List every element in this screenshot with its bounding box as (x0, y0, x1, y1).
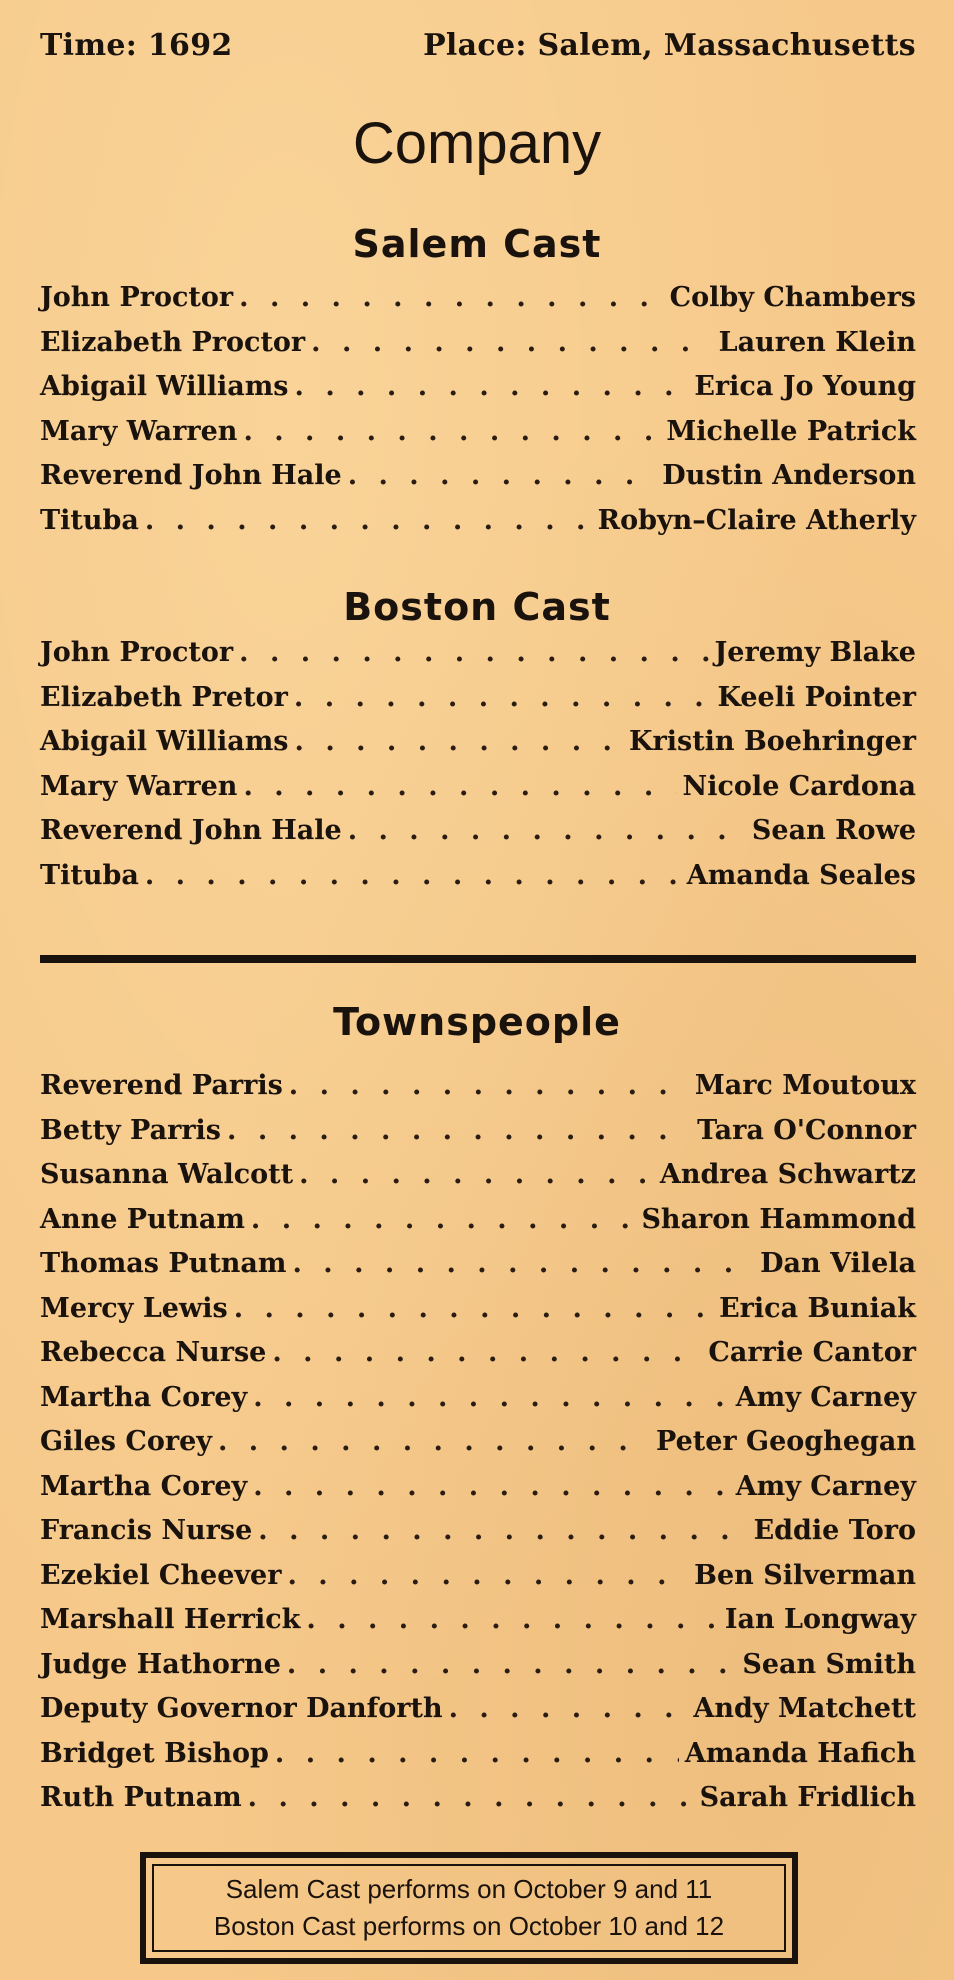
role-name: Thomas Putnam (40, 1248, 287, 1279)
actor-name: Carrie Cantor (708, 1337, 916, 1368)
cast-row (40, 1426, 916, 1471)
townspeople-list (40, 1070, 916, 1827)
cast-row (40, 1560, 916, 1605)
cast-row (40, 1337, 916, 1382)
role-name: Reverend John Hale (40, 460, 342, 491)
cast-row (40, 637, 916, 682)
cast-row (40, 815, 916, 860)
boston-cast-heading: Boston Cast (343, 585, 611, 629)
role-name: Francis Nurse (40, 1515, 253, 1546)
time-place-header (40, 28, 916, 63)
role-name: Marshall Herrick (40, 1604, 301, 1635)
page-title: Company (352, 111, 602, 176)
role-name: Tituba (40, 859, 139, 891)
actor-name: Sean Rowe (751, 815, 916, 846)
dot-leader (287, 1560, 688, 1591)
dot-leader (243, 416, 660, 447)
cast-row (40, 1070, 916, 1115)
boston-performance-dates: Boston Cast performs on October 10 and 12 (213, 1911, 725, 1941)
cast-row (40, 1159, 916, 1204)
dot-leader (227, 1115, 691, 1146)
cast-row (40, 860, 916, 905)
role-name: Elizabeth Pretor (40, 681, 288, 713)
actor-name: Amanda Hafich (684, 1737, 916, 1769)
cast-row (40, 371, 916, 416)
cast-row (40, 1649, 916, 1694)
actor-name: Colby Chambers (669, 282, 916, 313)
dot-leader (293, 1248, 755, 1279)
cast-row (40, 1693, 916, 1738)
cast-row (40, 771, 916, 816)
cast-row (40, 1115, 916, 1160)
role-name: John Proctor (40, 637, 234, 668)
cast-row (40, 1382, 916, 1427)
dot-leader (145, 860, 681, 891)
time-label: Time: 1692 (40, 28, 233, 63)
dot-leader (348, 460, 657, 491)
role-name: Reverend Parris (40, 1070, 283, 1101)
role-name: Tituba (40, 504, 139, 536)
cast-row (40, 327, 916, 372)
role-name: Elizabeth Proctor (40, 326, 306, 358)
actor-name: Lauren Klein (718, 326, 916, 358)
dot-leader (272, 1337, 702, 1368)
role-name: Martha Corey (40, 1470, 248, 1502)
actor-name: Tara O'Connor (697, 1114, 916, 1146)
dot-leader (275, 1738, 679, 1769)
dot-leader (306, 1604, 719, 1635)
boston-cast-list (40, 637, 916, 904)
dot-leader (234, 1293, 713, 1324)
actor-name: Amy Carney (735, 1381, 916, 1413)
dot-leader (258, 1515, 747, 1546)
cast-row (40, 1738, 916, 1783)
cast-row (40, 1604, 916, 1649)
place-label: Place: Salem, Massachusetts (423, 28, 916, 63)
dot-leader (294, 682, 712, 713)
actor-name: Peter Geoghegan (656, 1426, 916, 1457)
role-name: Giles Corey (40, 1426, 212, 1457)
cast-row (40, 1515, 916, 1560)
actor-name: Kristin Boehringer (629, 726, 916, 757)
dot-leader (253, 1382, 729, 1413)
role-name: John Proctor (40, 282, 234, 313)
actor-name: Erica Jo Young (694, 371, 916, 402)
salem-cast-list (40, 282, 916, 549)
role-name: Mary Warren (40, 415, 238, 447)
dot-leader (239, 637, 708, 668)
dot-leader (449, 1693, 688, 1724)
dot-leader (251, 1204, 636, 1235)
performance-notice-inner (152, 1864, 786, 1952)
actor-name: Keeli Pointer (717, 681, 916, 713)
role-name: Mary Warren (40, 770, 238, 802)
dot-leader (348, 815, 746, 846)
townspeople-heading: Townspeople (333, 1000, 621, 1044)
actor-name: Erica Buniak (719, 1292, 916, 1324)
dot-leader (295, 726, 624, 757)
section-divider (40, 955, 916, 963)
dot-leader (299, 1159, 654, 1190)
dot-leader (295, 371, 689, 402)
actor-name: Robyn–Claire Atherly (597, 504, 916, 536)
role-name: Susanna Walcott (40, 1159, 294, 1190)
salem-cast-heading: Salem Cast (352, 222, 602, 266)
cast-row (40, 1248, 916, 1293)
actor-name: Jeremy Blake (714, 637, 916, 668)
role-name: Rebecca Nurse (40, 1337, 267, 1368)
dot-leader (218, 1426, 650, 1457)
dot-leader (287, 1649, 736, 1680)
role-name: Martha Corey (40, 1381, 248, 1413)
actor-name: Dustin Anderson (662, 460, 916, 491)
dot-leader (243, 771, 676, 802)
actor-name: Sean Smith (742, 1648, 916, 1680)
role-name: Betty Parris (40, 1114, 222, 1146)
cast-row (40, 1204, 916, 1249)
actor-name: Ian Longway (724, 1604, 916, 1635)
salem-performance-dates: Salem Cast performs on October 9 and 11 (225, 1874, 713, 1904)
actor-name: Andrea Schwartz (659, 1159, 916, 1190)
role-name: Ruth Putnam (40, 1782, 242, 1813)
actor-name: Michelle Patrick (666, 415, 916, 447)
cast-row (40, 460, 916, 505)
actor-name: Marc Moutoux (694, 1070, 916, 1101)
cast-row (40, 505, 916, 550)
role-name: Abigail Williams (40, 371, 289, 402)
role-name: Ezekiel Cheever (40, 1559, 282, 1591)
actor-name: Sarah Fridlich (699, 1782, 916, 1813)
cast-row (40, 1293, 916, 1338)
actor-name: Amanda Seales (686, 859, 916, 891)
cast-row (40, 726, 916, 771)
role-name: Abigail Williams (40, 726, 289, 757)
dot-leader (311, 327, 712, 358)
role-name: Judge Hathorne (40, 1648, 281, 1680)
actor-name: Dan Vilela (760, 1248, 916, 1279)
actor-name: Sharon Hammond (641, 1203, 916, 1235)
actor-name: Nicole Cardona (682, 770, 916, 802)
cast-row (40, 1782, 916, 1827)
dot-leader (253, 1471, 729, 1502)
dot-leader (239, 282, 663, 313)
role-name: Reverend John Hale (40, 815, 342, 846)
dot-leader (145, 505, 592, 536)
actor-name: Eddie Toro (753, 1515, 916, 1546)
cast-row (40, 282, 916, 327)
cast-row (40, 416, 916, 461)
dot-leader (289, 1070, 689, 1101)
actor-name: Andy Matchett (693, 1693, 916, 1724)
performance-notice-box (140, 1852, 798, 1964)
role-name: Anne Putnam (40, 1203, 245, 1235)
cast-row (40, 682, 916, 727)
dot-leader (248, 1782, 694, 1813)
cast-row (40, 1471, 916, 1516)
role-name: Bridget Bishop (40, 1737, 269, 1769)
actor-name: Ben Silverman (694, 1559, 916, 1591)
role-name: Mercy Lewis (40, 1292, 228, 1324)
role-name: Deputy Governor Danforth (40, 1693, 443, 1724)
actor-name: Amy Carney (735, 1470, 916, 1502)
